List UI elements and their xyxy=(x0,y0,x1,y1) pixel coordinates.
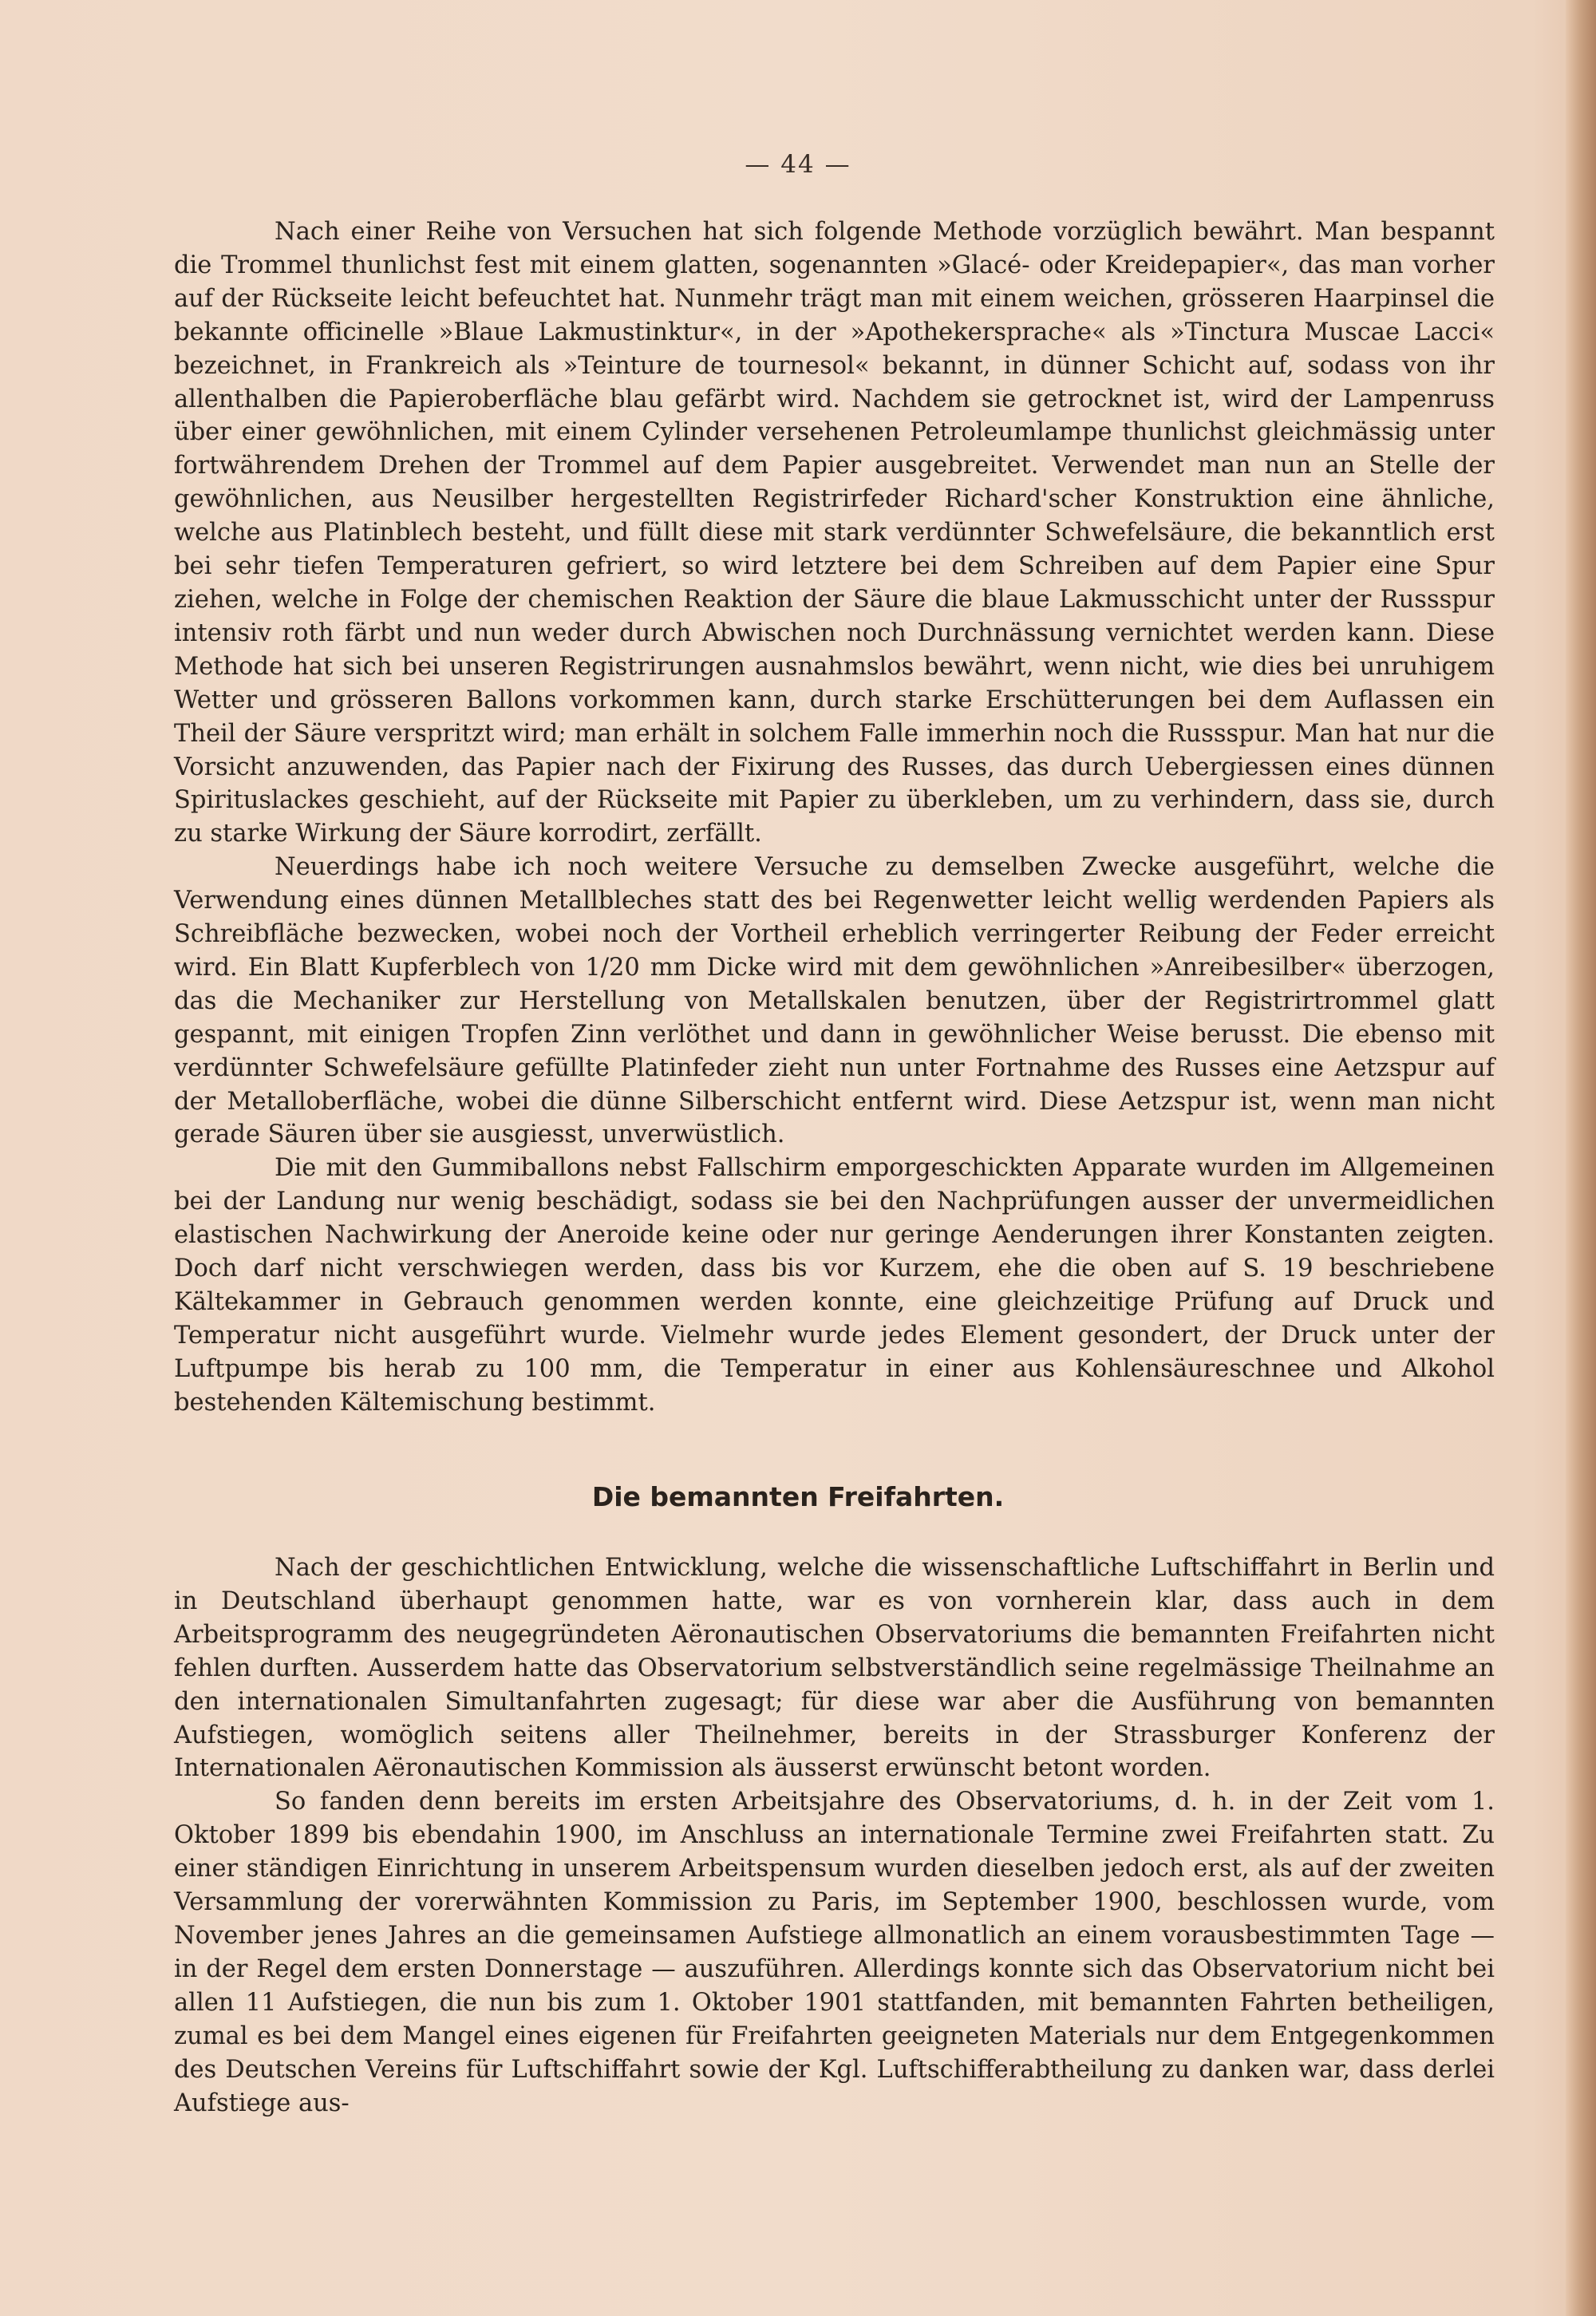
section-2-body xyxy=(174,1551,1495,2120)
section-heading: Die bemannten Freifahrten. xyxy=(591,1481,1005,1512)
paragraph: So fanden denn bereits im ersten Arbeitsjahre des Observatoriums, d. h. in der Zeit vom 1. Oktober 1899 bis ebendahin 1900, im Anschluss an internationale Termine zwei Freifahrten statt. Zu einer ständigen Einrichtung in unserem Arbeitspensum wurden dieselben jedoch erst, als auf der zweiten Versammlung der vorerwähnten Kommission zu Paris, im September 1900, beschlossen wurde, vom November jenes Jahres an die gemeinsamen Aufstiege allmonatlich an einem vorausbestimmten Tage — in der Regel dem ersten Donnerstage — auszuführen. Allerdings konnte sich das Observatorium nicht bei allen 11 Aufstiegen, die nun bis zum 1. Oktober 1901 stattfanden, mit bemannten Fahrten betheiligen, zumal es bei dem Mangel eines eigenen für Freifahrten geeigneten Materials nur dem Entgegenkommen des Deutschen Vereins für Luftschiffahrt sowie der Kgl. Luftschifferabtheilung zu danken war, dass derlei Aufstiege aus- xyxy=(174,1788,1495,2117)
book-spine-edge xyxy=(1566,0,1596,2316)
paragraph: Die mit den Gummiballons nebst Fallschirm emporgeschickten Apparate wurden im Allgemeinen bei der Landung nur wenig beschädigt, sodass sie bei den Nachprüfungen ausser der unvermeidlichen elastischen Nachwirkung der Aneroide keine oder nur geringe Aenderungen ihrer Konstanten zeigten. Doch darf nicht verschwiegen werden, dass bis vor Kurzem, ehe die oben auf S. 19 beschriebene Kältekammer in Gebrauch genommen werden konnte, eine gleichzeitige Prüfung auf Druck und Temperatur nicht ausgeführt wurde. Vielmehr wurde jedes Element gesondert, der Druck unter der Luftpumpe bis herab zu 100 mm, die Temperatur in einer aus Kohlensäureschnee und Alkohol bestehenden Kältemischung bestimmt. xyxy=(174,1154,1495,1417)
section-1-body xyxy=(174,215,1495,1420)
paragraph: Nach der geschichtlichen Entwicklung, welche die wissenschaftliche Luftschiffahrt in Berlin und in Deutschland überhaupt genommen hatte, war es von vornherein klar, dass auch in dem Arbeitsprogramm des neugegründeten Aëronautischen Observatoriums die bemannten Freifahrten nicht fehlen durften. Ausserdem hatte das Observatorium selbstverständlich seine regelmässige Theilnahme an den internationalen Simultanfahrten zugesagt; für diese war aber die Ausführung von bemannten Aufstiegen, womöglich seitens aller Theilnehmer, bereits in der Strassburger Konferenz der Internationalen Aëronautischen Kommission als äusserst erwünscht betont worden. xyxy=(174,1554,1495,1783)
page-number: — 44 — xyxy=(745,150,851,179)
paragraph: Neuerdings habe ich noch weitere Versuche zu demselben Zwecke ausgeführt, welche die Verwendung eines dünnen Metallbleches statt des bei Regenwetter leicht wellig werdenden Papiers als Schreibfläche bezwecken, wobei noch der Vortheil erheblich verringerter Reibung der Feder erreicht wird. Ein Blatt Kupferblech von 1/20 mm Dicke wird mit dem gewöhnlichen »Anreibesilber« überzogen, das die Mechaniker zur Herstellung von Metallskalen benutzen, über der Registrirtrommel glatt gespannt, mit einigen Tropfen Zinn verlöthet und dann in gewöhnlicher Weise berusst. Die ebenso mit verdünnter Schwefelsäure gefüllte Platinfeder zieht nun unter Fortnahme des Russes eine Aetzspur auf der Metalloberfläche, wobei die dünne Silberschicht entfernt wird. Diese Aetzspur ist, wenn man nicht gerade Säuren über sie ausgiesst, unverwüstlich. xyxy=(174,853,1495,1149)
paragraph: Nach einer Reihe von Versuchen hat sich folgende Methode vorzüglich bewährt. Man bespannt die Trommel thunlichst fest mit einem glatten, sogenannten »Glacé- oder Kreidepapier«, das man vorher auf der Rückseite leicht befeuchtet hat. Nunmehr trägt man mit einem weichen, grösseren Haarpinsel die bekannte officinelle »Blaue Lakmustinktur«, in der »Apothekersprache« als »Tinctura Muscae Lacci« bezeichnet, in Frankreich als »Teinture de tournesol« bekannt, in dünner Schicht auf, sodass von ihr allenthalben die Papieroberfläche blau gefärbt wird. Nachdem sie getrocknet ist, wird der Lampenruss über einer gewöhnlichen, mit einem Cylinder versehenen Petroleumlampe thunlichst gleichmässig unter fortwährendem Drehen der Trommel auf dem Papier ausgebreitet. Verwendet man nun an Stelle der gewöhnlichen, aus Neusilber hergestellten Registrirfeder Richard'scher Konstruktion eine ähnliche, welche aus Platinblech besteht, und füllt diese mit stark verdünnter Schwefelsäure, die bekanntlich erst bei sehr tiefen Temperaturen gefriert, so wird letztere bei dem Schreiben auf dem Papier eine Spur ziehen, welche in Folge der chemischen Reaktion der Säure die blaue Lakmusschicht unter der Russspur intensiv roth färbt und nun weder durch Abwischen noch Durchnässung vernichtet werden kann. Diese Methode hat sich bei unseren Registrirungen ausnahmslos bewährt, wenn nicht, wie dies bei unruhigem Wetter und grösseren Ballons vorkommen kann, durch starke Erschütterungen bei dem Auflassen ein Theil der Säure verspritzt wird; man erhält in solchem Falle immerhin noch die Russspur. Man hat nur die Vorsicht anzuwenden, das Papier nach der Fixirung des Russes, das durch Uebergiessen eines dünnen Spirituslackes geschieht, auf der Rückseite mit Papier zu überkleben, um zu verhindern, dass sie, durch zu starke Wirkung der Säure korrodirt, zerfällt. xyxy=(174,218,1495,848)
